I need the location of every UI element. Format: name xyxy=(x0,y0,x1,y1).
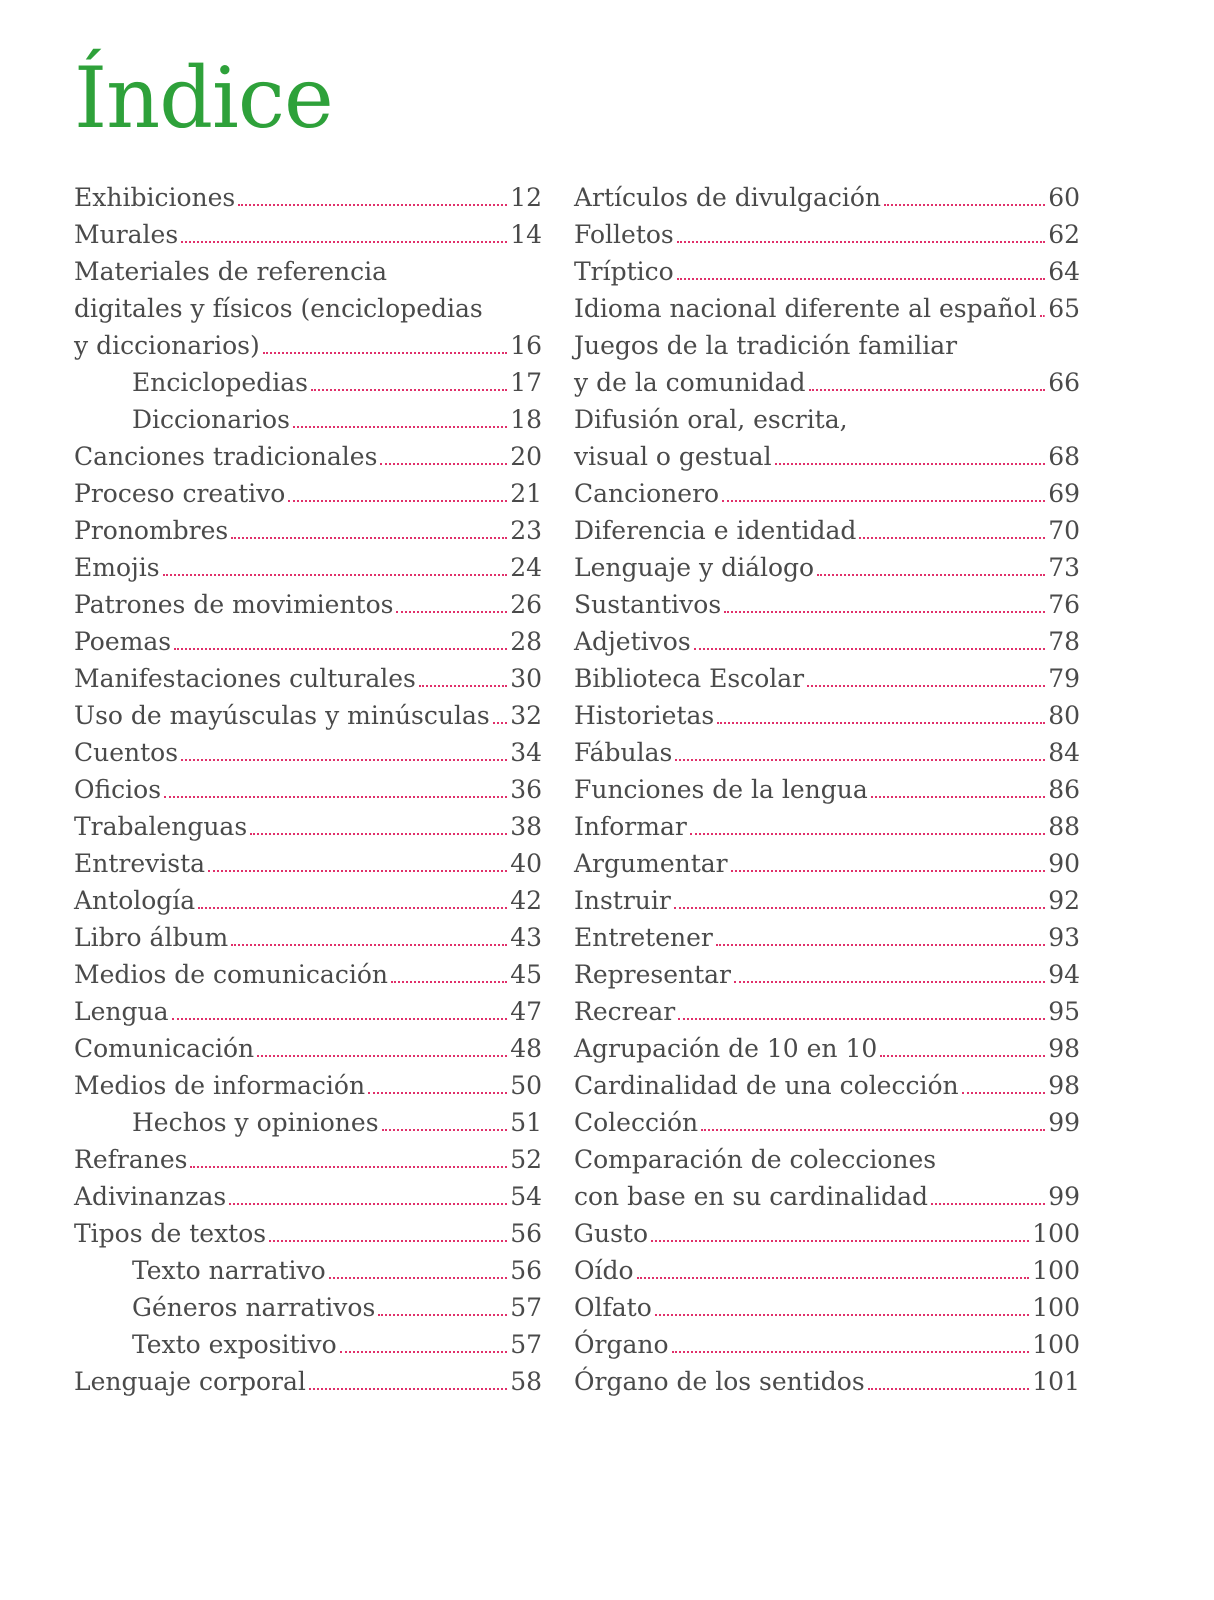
toc-entry-label: Oído xyxy=(574,1256,634,1285)
toc-entry-left-13[interactable] xyxy=(74,623,542,660)
toc-entry-page-number: 56 xyxy=(510,1256,542,1285)
toc-entry-label: Entrevista xyxy=(74,849,206,878)
toc-entry-label: Emojis xyxy=(74,553,160,582)
dot-leader xyxy=(817,574,1045,576)
toc-entry-label: Lenguaje corporal xyxy=(74,1367,306,1396)
dot-leader xyxy=(884,204,1045,206)
dot-leader xyxy=(716,944,1045,946)
toc-entry-page-number: 99 xyxy=(1048,1108,1080,1137)
toc-entry-page-number: 36 xyxy=(510,775,542,804)
toc-entry-label: Diccionarios xyxy=(132,405,290,434)
dot-leader xyxy=(678,1018,1045,1020)
dot-leader xyxy=(962,1092,1046,1094)
toc-entry-label: Informar xyxy=(574,812,687,841)
dot-leader xyxy=(231,944,507,946)
toc-entry-label: Representar xyxy=(574,960,731,989)
toc-entry-label: Murales xyxy=(74,220,179,249)
toc-entry-label: Folletos xyxy=(574,220,674,249)
toc-entry-right-8[interactable] xyxy=(574,438,1080,475)
toc-entry-page-number: 62 xyxy=(1048,220,1080,249)
dot-leader xyxy=(396,611,507,613)
toc-entry-left-30[interactable] xyxy=(74,1252,542,1289)
toc-entry-label: Idioma nacional diferente al español xyxy=(574,294,1037,323)
toc-entry-label: Artículos de divulgación xyxy=(574,183,881,212)
dot-leader xyxy=(238,204,507,206)
toc-entry-right-21[interactable] xyxy=(574,919,1080,956)
toc-entry-page-number: 84 xyxy=(1048,738,1080,767)
toc-entry-page-number: 24 xyxy=(510,553,542,582)
dot-leader xyxy=(731,870,1046,872)
dot-leader xyxy=(382,1129,508,1131)
dot-leader xyxy=(880,1055,1045,1057)
dot-leader xyxy=(208,870,507,872)
toc-entry-label: Biblioteca Escolar xyxy=(574,664,805,693)
toc-entry-label: Canciones tradicionales xyxy=(74,442,378,471)
toc-entry-left-3[interactable] xyxy=(74,253,542,290)
toc-entry-right-25[interactable] xyxy=(574,1067,1080,1104)
toc-entry-left-20[interactable] xyxy=(74,882,542,919)
toc-entry-page-number: 30 xyxy=(510,664,542,693)
dot-leader xyxy=(368,1092,507,1094)
toc-entry-left-18[interactable] xyxy=(74,808,542,845)
toc-entry-page-number: 100 xyxy=(1032,1219,1080,1248)
toc-entry-label: Entretener xyxy=(574,923,713,952)
toc-entry-label: visual o gestual xyxy=(574,442,772,471)
toc-entry-page-number: 21 xyxy=(510,479,542,508)
toc-entry-right-1[interactable] xyxy=(574,179,1080,216)
toc-entry-left-16[interactable] xyxy=(74,734,542,771)
toc-entry-left-14[interactable] xyxy=(74,660,542,697)
toc-entry-right-9[interactable] xyxy=(574,475,1080,512)
toc-entry-page-number: 40 xyxy=(510,849,542,878)
toc-entry-label: Diferencia e identidad xyxy=(574,516,857,545)
toc-entry-page-number: 79 xyxy=(1048,664,1080,693)
toc-entry-label: Comparación de colecciones xyxy=(574,1145,937,1174)
toc-entry-label: Texto expositivo xyxy=(132,1330,337,1359)
toc-entry-page-number: 88 xyxy=(1048,812,1080,841)
toc-entry-right-22[interactable] xyxy=(574,956,1080,993)
toc-entry-left-23[interactable] xyxy=(74,993,542,1030)
toc-entry-left-33[interactable] xyxy=(74,1363,542,1400)
toc-entry-right-19[interactable] xyxy=(574,845,1080,882)
dot-leader xyxy=(701,1129,1045,1131)
toc-entry-right-2[interactable] xyxy=(574,216,1080,253)
toc-entry-left-17[interactable] xyxy=(74,771,542,808)
toc-entry-label: Sustantivos xyxy=(574,590,722,619)
toc-entry-right-11[interactable] xyxy=(574,549,1080,586)
toc-entry-page-number: 64 xyxy=(1048,257,1080,286)
toc-entry-label: Materiales de referencia xyxy=(74,257,388,286)
dot-leader xyxy=(231,537,507,539)
toc-entry-page-number: 65 xyxy=(1048,294,1080,323)
toc-entry-right-6[interactable] xyxy=(574,364,1080,401)
toc-left-column xyxy=(74,179,542,1400)
toc-entry-label: Fábulas xyxy=(574,738,673,767)
toc-entry-label: Poemas xyxy=(74,627,172,656)
toc-entry-page-number: 99 xyxy=(1048,1182,1080,1211)
dot-leader xyxy=(717,722,1045,724)
dot-leader xyxy=(871,796,1045,798)
dot-leader xyxy=(1040,315,1045,317)
toc-entry-left-28[interactable] xyxy=(74,1178,542,1215)
toc-entry-label: Juegos de la tradición familiar xyxy=(574,331,958,360)
toc-entry-label: Adivinanzas xyxy=(74,1182,227,1211)
toc-entry-left-26[interactable] xyxy=(74,1104,542,1141)
dot-leader xyxy=(677,241,1045,243)
toc-entry-right-14[interactable] xyxy=(574,660,1080,697)
toc-entry-left-8[interactable] xyxy=(74,438,542,475)
dot-leader xyxy=(493,722,507,724)
dot-leader xyxy=(651,1240,1029,1242)
dot-leader xyxy=(690,833,1045,835)
toc-entry-page-number: 98 xyxy=(1048,1034,1080,1063)
dot-leader xyxy=(675,759,1045,761)
dot-leader xyxy=(309,1388,507,1390)
dot-leader xyxy=(868,1388,1030,1390)
toc-entry-page-number: 51 xyxy=(510,1108,542,1137)
toc-entry-page-number: 28 xyxy=(510,627,542,656)
dot-leader xyxy=(257,1055,507,1057)
toc-entry-label: Exhibiciones xyxy=(74,183,236,212)
toc-entry-page-number: 95 xyxy=(1048,997,1080,1026)
toc-entry-page-number: 70 xyxy=(1048,516,1080,545)
toc-entry-right-17[interactable] xyxy=(574,771,1080,808)
toc-entry-page-number: 57 xyxy=(510,1293,542,1322)
toc-entry-left-22[interactable] xyxy=(74,956,542,993)
toc-entry-label: Texto narrativo xyxy=(132,1256,326,1285)
toc-entry-label: Hechos y opiniones xyxy=(132,1108,379,1137)
toc-entry-label: Comunicación xyxy=(74,1034,255,1063)
toc-entry-page-number: 32 xyxy=(510,701,542,730)
dot-leader xyxy=(198,907,507,909)
toc-entry-label: Cuentos xyxy=(74,738,179,767)
toc-entry-right-3[interactable] xyxy=(574,253,1080,290)
toc-entry-page-number: 90 xyxy=(1048,849,1080,878)
toc-entry-page-number: 60 xyxy=(1048,183,1080,212)
toc-entry-page-number: 54 xyxy=(510,1182,542,1211)
toc-entry-page-number: 73 xyxy=(1048,553,1080,582)
toc-entry-left-9[interactable] xyxy=(74,475,542,512)
dot-leader xyxy=(229,1203,507,1205)
dot-leader xyxy=(311,389,507,391)
toc-entry-left-1[interactable] xyxy=(74,179,542,216)
toc-entry-label: Géneros narrativos xyxy=(132,1293,376,1322)
toc-entry-left-31[interactable] xyxy=(74,1289,542,1326)
toc-entry-left-21[interactable] xyxy=(74,919,542,956)
toc-entry-page-number: 58 xyxy=(510,1367,542,1396)
dot-leader xyxy=(694,648,1046,650)
toc-entry-page-number: 101 xyxy=(1032,1367,1080,1396)
dot-leader xyxy=(724,611,1045,613)
toc-entry-label: Órgano xyxy=(574,1330,669,1359)
dot-leader xyxy=(172,1018,508,1020)
toc-entry-label: Medios de comunicación xyxy=(74,960,388,989)
toc-entry-label: Gusto xyxy=(574,1219,648,1248)
toc-entry-left-32[interactable] xyxy=(74,1326,542,1363)
toc-entry-left-7[interactable] xyxy=(74,401,542,438)
toc-entry-label: Cancionero xyxy=(574,479,720,508)
toc-entry-label: Medios de información xyxy=(74,1071,366,1100)
toc-entry-page-number: 14 xyxy=(510,220,542,249)
toc-entry-page-number: 47 xyxy=(510,997,542,1026)
toc-entry-label: Recrear xyxy=(574,997,676,1026)
toc-entry-left-4[interactable] xyxy=(74,290,542,327)
toc-entry-page-number: 45 xyxy=(510,960,542,989)
toc-entry-left-25[interactable] xyxy=(74,1067,542,1104)
toc-entry-label: Pronombres xyxy=(74,516,229,545)
toc-entry-label: Trabalenguas xyxy=(74,812,248,841)
toc-entry-page-number: 43 xyxy=(510,923,542,952)
dot-leader xyxy=(263,352,507,354)
toc-entry-label: Agrupación de 10 en 10 xyxy=(574,1034,878,1063)
toc-entry-label: Argumentar xyxy=(574,849,728,878)
toc-entry-right-18[interactable] xyxy=(574,808,1080,845)
toc-entry-left-11[interactable] xyxy=(74,549,542,586)
toc-entry-left-6[interactable] xyxy=(74,364,542,401)
toc-entry-left-15[interactable] xyxy=(74,697,542,734)
toc-entry-label: Antología xyxy=(74,886,196,915)
dot-leader xyxy=(655,1314,1030,1316)
toc-entry-right-10[interactable] xyxy=(574,512,1080,549)
dot-leader xyxy=(419,685,507,687)
toc-entry-label: Proceso creativo xyxy=(74,479,286,508)
toc-entry-label: Enciclopedias xyxy=(132,368,308,397)
dot-leader xyxy=(674,907,1045,909)
dot-leader xyxy=(293,426,507,428)
toc-entry-page-number: 57 xyxy=(510,1330,542,1359)
toc-entry-right-15[interactable] xyxy=(574,697,1080,734)
dot-leader xyxy=(775,463,1046,465)
toc-entry-page-number: 66 xyxy=(1048,368,1080,397)
toc-entry-label: Olfato xyxy=(574,1293,652,1322)
toc-entry-page-number: 100 xyxy=(1032,1330,1080,1359)
page-title: Índice xyxy=(74,49,333,147)
dot-leader xyxy=(859,537,1045,539)
toc-entry-right-13[interactable] xyxy=(574,623,1080,660)
toc-entry-label: Uso de mayúsculas y minúsculas xyxy=(74,701,490,730)
dot-leader xyxy=(288,500,507,502)
toc-entry-page-number: 93 xyxy=(1048,923,1080,952)
toc-entry-label: Difusión oral, escrita, xyxy=(574,405,848,434)
toc-entry-label: Patrones de movimientos xyxy=(74,590,394,619)
toc-entry-label: Tipos de textos xyxy=(74,1219,267,1248)
toc-entry-right-30[interactable] xyxy=(574,1252,1080,1289)
toc-entry-page-number: 98 xyxy=(1048,1071,1080,1100)
toc-entry-left-2[interactable] xyxy=(74,216,542,253)
toc-entry-page-number: 78 xyxy=(1048,627,1080,656)
dot-leader xyxy=(190,1166,507,1168)
toc-entry-right-26[interactable] xyxy=(574,1104,1080,1141)
dot-leader xyxy=(181,241,507,243)
dot-leader xyxy=(250,833,507,835)
toc-entry-page-number: 12 xyxy=(510,183,542,212)
toc-entry-label: Lengua xyxy=(74,997,169,1026)
toc-entry-page-number: 38 xyxy=(510,812,542,841)
dot-leader xyxy=(163,574,508,576)
toc-entry-page-number: 34 xyxy=(510,738,542,767)
toc-entry-left-10[interactable] xyxy=(74,512,542,549)
toc-entry-page-number: 26 xyxy=(510,590,542,619)
dot-leader xyxy=(931,1203,1045,1205)
toc-entry-page-number: 52 xyxy=(510,1145,542,1174)
dot-leader xyxy=(269,1240,507,1242)
toc-entry-page-number: 69 xyxy=(1048,479,1080,508)
toc-entry-left-29[interactable] xyxy=(74,1215,542,1252)
toc-entry-label: y diccionarios) xyxy=(74,331,260,360)
toc-entry-page-number: 92 xyxy=(1048,886,1080,915)
dot-leader xyxy=(174,648,507,650)
toc-entry-label: Refranes xyxy=(74,1145,188,1174)
toc-entry-label: Tríptico xyxy=(574,257,674,286)
dot-leader xyxy=(378,1314,507,1316)
toc-entry-page-number: 48 xyxy=(510,1034,542,1063)
toc-entry-page-number: 68 xyxy=(1048,442,1080,471)
dot-leader xyxy=(807,685,1045,687)
toc-entry-label: Órgano de los sentidos xyxy=(574,1367,865,1396)
toc-entry-page-number: 100 xyxy=(1032,1256,1080,1285)
toc-entry-left-19[interactable] xyxy=(74,845,542,882)
toc-entry-label: Manifestaciones culturales xyxy=(74,664,416,693)
toc-entry-page-number: 20 xyxy=(510,442,542,471)
toc-entry-label: con base en su cardinalidad xyxy=(574,1182,929,1211)
dot-leader xyxy=(722,500,1045,502)
toc-entry-right-31[interactable] xyxy=(574,1289,1080,1326)
toc-entry-page-number: 50 xyxy=(510,1071,542,1100)
dot-leader xyxy=(672,1351,1030,1353)
toc-entry-label: Instruir xyxy=(574,886,671,915)
toc-entry-right-4[interactable] xyxy=(574,290,1080,327)
toc-entry-label: digitales y físicos (enciclopedias xyxy=(74,294,483,323)
toc-entry-right-7[interactable] xyxy=(574,401,1080,438)
toc-entry-page-number: 86 xyxy=(1048,775,1080,804)
toc-entry-left-12[interactable] xyxy=(74,586,542,623)
toc-entry-right-12[interactable] xyxy=(574,586,1080,623)
toc-entry-left-24[interactable] xyxy=(74,1030,542,1067)
dot-leader xyxy=(380,463,507,465)
toc-entry-label: Adjetivos xyxy=(574,627,691,656)
toc-entry-label: Historietas xyxy=(574,701,715,730)
toc-entry-right-33[interactable] xyxy=(574,1363,1080,1400)
toc-entry-right-20[interactable] xyxy=(574,882,1080,919)
toc-entry-label: Libro álbum xyxy=(74,923,229,952)
toc-entry-label: Funciones de la lengua xyxy=(574,775,868,804)
dot-leader xyxy=(637,1277,1030,1279)
toc-entry-page-number: 42 xyxy=(510,886,542,915)
toc-entry-page-number: 23 xyxy=(510,516,542,545)
toc-entry-page-number: 94 xyxy=(1048,960,1080,989)
dot-leader xyxy=(340,1351,508,1353)
dot-leader xyxy=(809,389,1046,391)
toc-right-column xyxy=(574,179,1080,1400)
toc-entry-page-number: 100 xyxy=(1032,1293,1080,1322)
toc-entry-right-27[interactable] xyxy=(574,1141,1080,1178)
dot-leader xyxy=(391,981,507,983)
dot-leader xyxy=(677,278,1045,280)
toc-entry-label: Cardinalidad de una colección xyxy=(574,1071,959,1100)
toc-entry-right-24[interactable] xyxy=(574,1030,1080,1067)
toc-entry-right-5[interactable] xyxy=(574,327,1080,364)
toc-entry-page-number: 16 xyxy=(510,331,542,360)
dot-leader xyxy=(164,796,507,798)
toc-entry-page-number: 56 xyxy=(510,1219,542,1248)
toc-entry-label: y de la comunidad xyxy=(574,368,806,397)
dot-leader xyxy=(181,759,507,761)
toc-entry-right-16[interactable] xyxy=(574,734,1080,771)
toc-entry-right-32[interactable] xyxy=(574,1326,1080,1363)
dot-leader xyxy=(329,1277,507,1279)
dot-leader xyxy=(734,981,1045,983)
toc-entry-label: Colección xyxy=(574,1108,699,1137)
toc-entry-page-number: 18 xyxy=(510,405,542,434)
toc-entry-right-28[interactable] xyxy=(574,1178,1080,1215)
toc-entry-label: Lenguaje y diálogo xyxy=(574,553,815,582)
toc-entry-page-number: 80 xyxy=(1048,701,1080,730)
toc-entry-label: Oficios xyxy=(74,775,162,804)
toc-entry-page-number: 17 xyxy=(510,368,542,397)
toc-entry-left-5[interactable] xyxy=(74,327,542,364)
toc-entry-left-27[interactable] xyxy=(74,1141,542,1178)
toc-entry-right-29[interactable] xyxy=(574,1215,1080,1252)
toc-entry-page-number: 76 xyxy=(1048,590,1080,619)
toc-entry-right-23[interactable] xyxy=(574,993,1080,1030)
